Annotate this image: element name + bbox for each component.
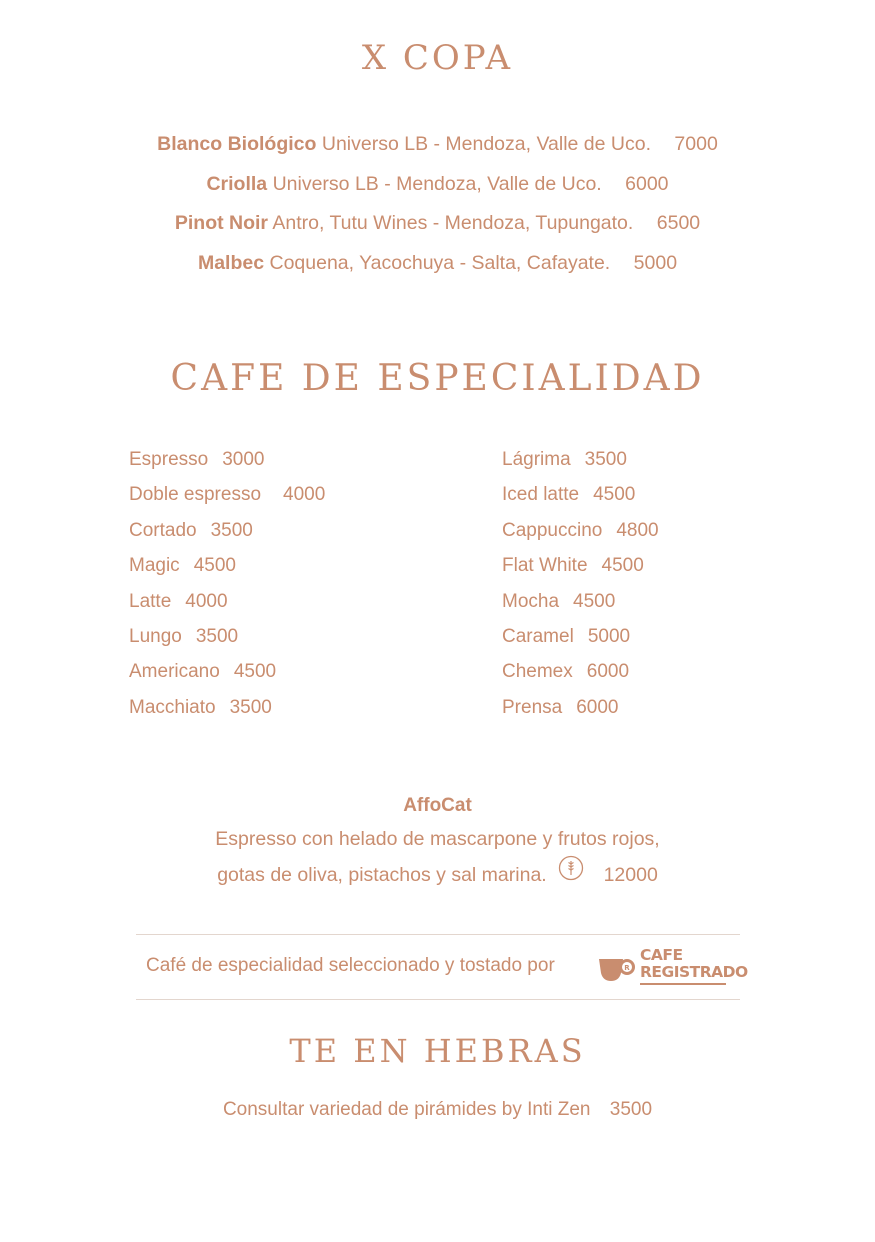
coffee-price: 4500 — [601, 555, 644, 577]
roaster-banner — [136, 934, 748, 1000]
coffee-price: 3500 — [229, 696, 272, 718]
svg-text:R: R — [624, 964, 630, 972]
wine-name: Pinot Noir — [174, 212, 269, 234]
wine-name: Criolla — [206, 172, 268, 195]
te-price: 3500 — [609, 1099, 653, 1120]
wine-item — [0, 128, 875, 168]
coffee-price: 4500 — [233, 661, 277, 683]
coffee-name: Lágrima — [502, 449, 571, 470]
coffee-price: 6000 — [576, 696, 619, 718]
section-title-te: TE EN HEBRAS — [289, 1032, 586, 1070]
coffee-price: 4500 — [573, 590, 616, 612]
coffee-item — [129, 692, 325, 727]
section-title-cafe: CAFE DE ESPECIALIDAD — [170, 358, 705, 399]
coffee-name: Prensa — [502, 696, 563, 718]
coffee-name: Macchiato — [129, 696, 216, 718]
coffee-name: Iced latte — [502, 484, 580, 506]
te-description: Consultar variedad de pirámides by Inti Zen — [222, 1099, 591, 1120]
wine-item — [0, 247, 875, 287]
wine-list — [0, 128, 875, 286]
coffee-item — [502, 586, 659, 621]
te-item — [0, 1094, 875, 1126]
coffee-name: Cortado — [129, 519, 197, 541]
coffee-price: 3500 — [195, 625, 239, 647]
coffee-name: Flat White — [502, 555, 588, 577]
wine-description: Coquena, Yacochuya - Salta, Cafayate. — [269, 251, 611, 274]
wine-description: Universo LB - Mendoza, Valle de Uco. — [321, 133, 651, 155]
affocat-description-line: Espresso con helado de mascarpone y frutos rojos, — [215, 828, 660, 850]
affocat-price: 12000 — [603, 864, 658, 887]
coffee-list-left — [129, 444, 325, 727]
wine-name: Blanco Biológico — [157, 133, 317, 155]
coffee-item — [502, 479, 659, 514]
coffee-price: 3500 — [584, 449, 627, 470]
wine-price: 6500 — [656, 212, 701, 234]
coffee-price: 4500 — [593, 484, 636, 506]
coffee-name: Caramel — [502, 625, 574, 647]
coffee-price: 4500 — [193, 555, 236, 577]
coffee-item — [502, 515, 659, 550]
wheat-icon — [558, 855, 584, 893]
coffee-price: 4800 — [616, 519, 659, 541]
coffee-price: 6000 — [586, 661, 630, 683]
coffee-name: Espresso — [129, 449, 209, 470]
logo-underline — [640, 983, 726, 985]
coffee-item — [502, 550, 659, 585]
logo-line-1: CAFE — [640, 946, 683, 964]
coffee-name: Magic — [129, 555, 180, 577]
roaster-text: Café de especialidad seleccionado y tostado por — [146, 955, 555, 976]
coffee-cup-icon — [598, 947, 640, 987]
coffee-price: 4000 — [185, 590, 228, 612]
wine-price: 6000 — [625, 172, 669, 195]
coffee-name: Chemex — [502, 661, 573, 683]
coffee-item — [129, 515, 325, 550]
coffee-price: 5000 — [587, 625, 631, 647]
coffee-name: Americano — [129, 661, 220, 683]
wine-price: 7000 — [674, 133, 718, 155]
wine-item — [0, 207, 875, 247]
logo-wordmark — [640, 946, 748, 981]
coffee-item — [502, 621, 659, 656]
coffee-name: Doble espresso — [129, 484, 262, 506]
coffee-price: 4000 — [283, 484, 326, 506]
affocat-description-line — [0, 857, 875, 895]
section-title-copa: X COPA — [361, 38, 514, 78]
affocat-block — [0, 790, 875, 895]
logo-line-2: REGISTRADO — [640, 963, 748, 981]
coffee-item — [129, 444, 325, 479]
wine-description: Universo LB - Mendoza, Valle de Uco. — [272, 172, 602, 195]
coffee-name: Cappuccino — [502, 519, 603, 541]
wine-item — [0, 168, 875, 208]
coffee-item — [502, 692, 659, 727]
cafe-registrado-logo — [598, 945, 748, 989]
coffee-item — [129, 550, 325, 585]
coffee-name: Lungo — [129, 625, 182, 647]
wine-name: Malbec — [197, 251, 265, 274]
coffee-name: Mocha — [502, 590, 560, 612]
coffee-name: Latte — [129, 590, 172, 612]
coffee-item — [129, 586, 325, 621]
affocat-description-text: gotas de oliva, pistachos y sal marina. — [217, 864, 547, 887]
coffee-item — [502, 444, 659, 479]
coffee-list-right — [502, 444, 659, 727]
coffee-item — [129, 621, 325, 656]
coffee-price: 3500 — [210, 519, 253, 541]
coffee-item — [502, 656, 659, 691]
wine-price: 5000 — [633, 251, 678, 274]
wine-description: Antro, Tutu Wines - Mendoza, Tupungato. — [272, 212, 634, 234]
coffee-item — [129, 656, 325, 691]
coffee-item — [129, 479, 325, 514]
coffee-price: 3000 — [222, 449, 265, 470]
affocat-title: AffoCat — [403, 795, 472, 816]
